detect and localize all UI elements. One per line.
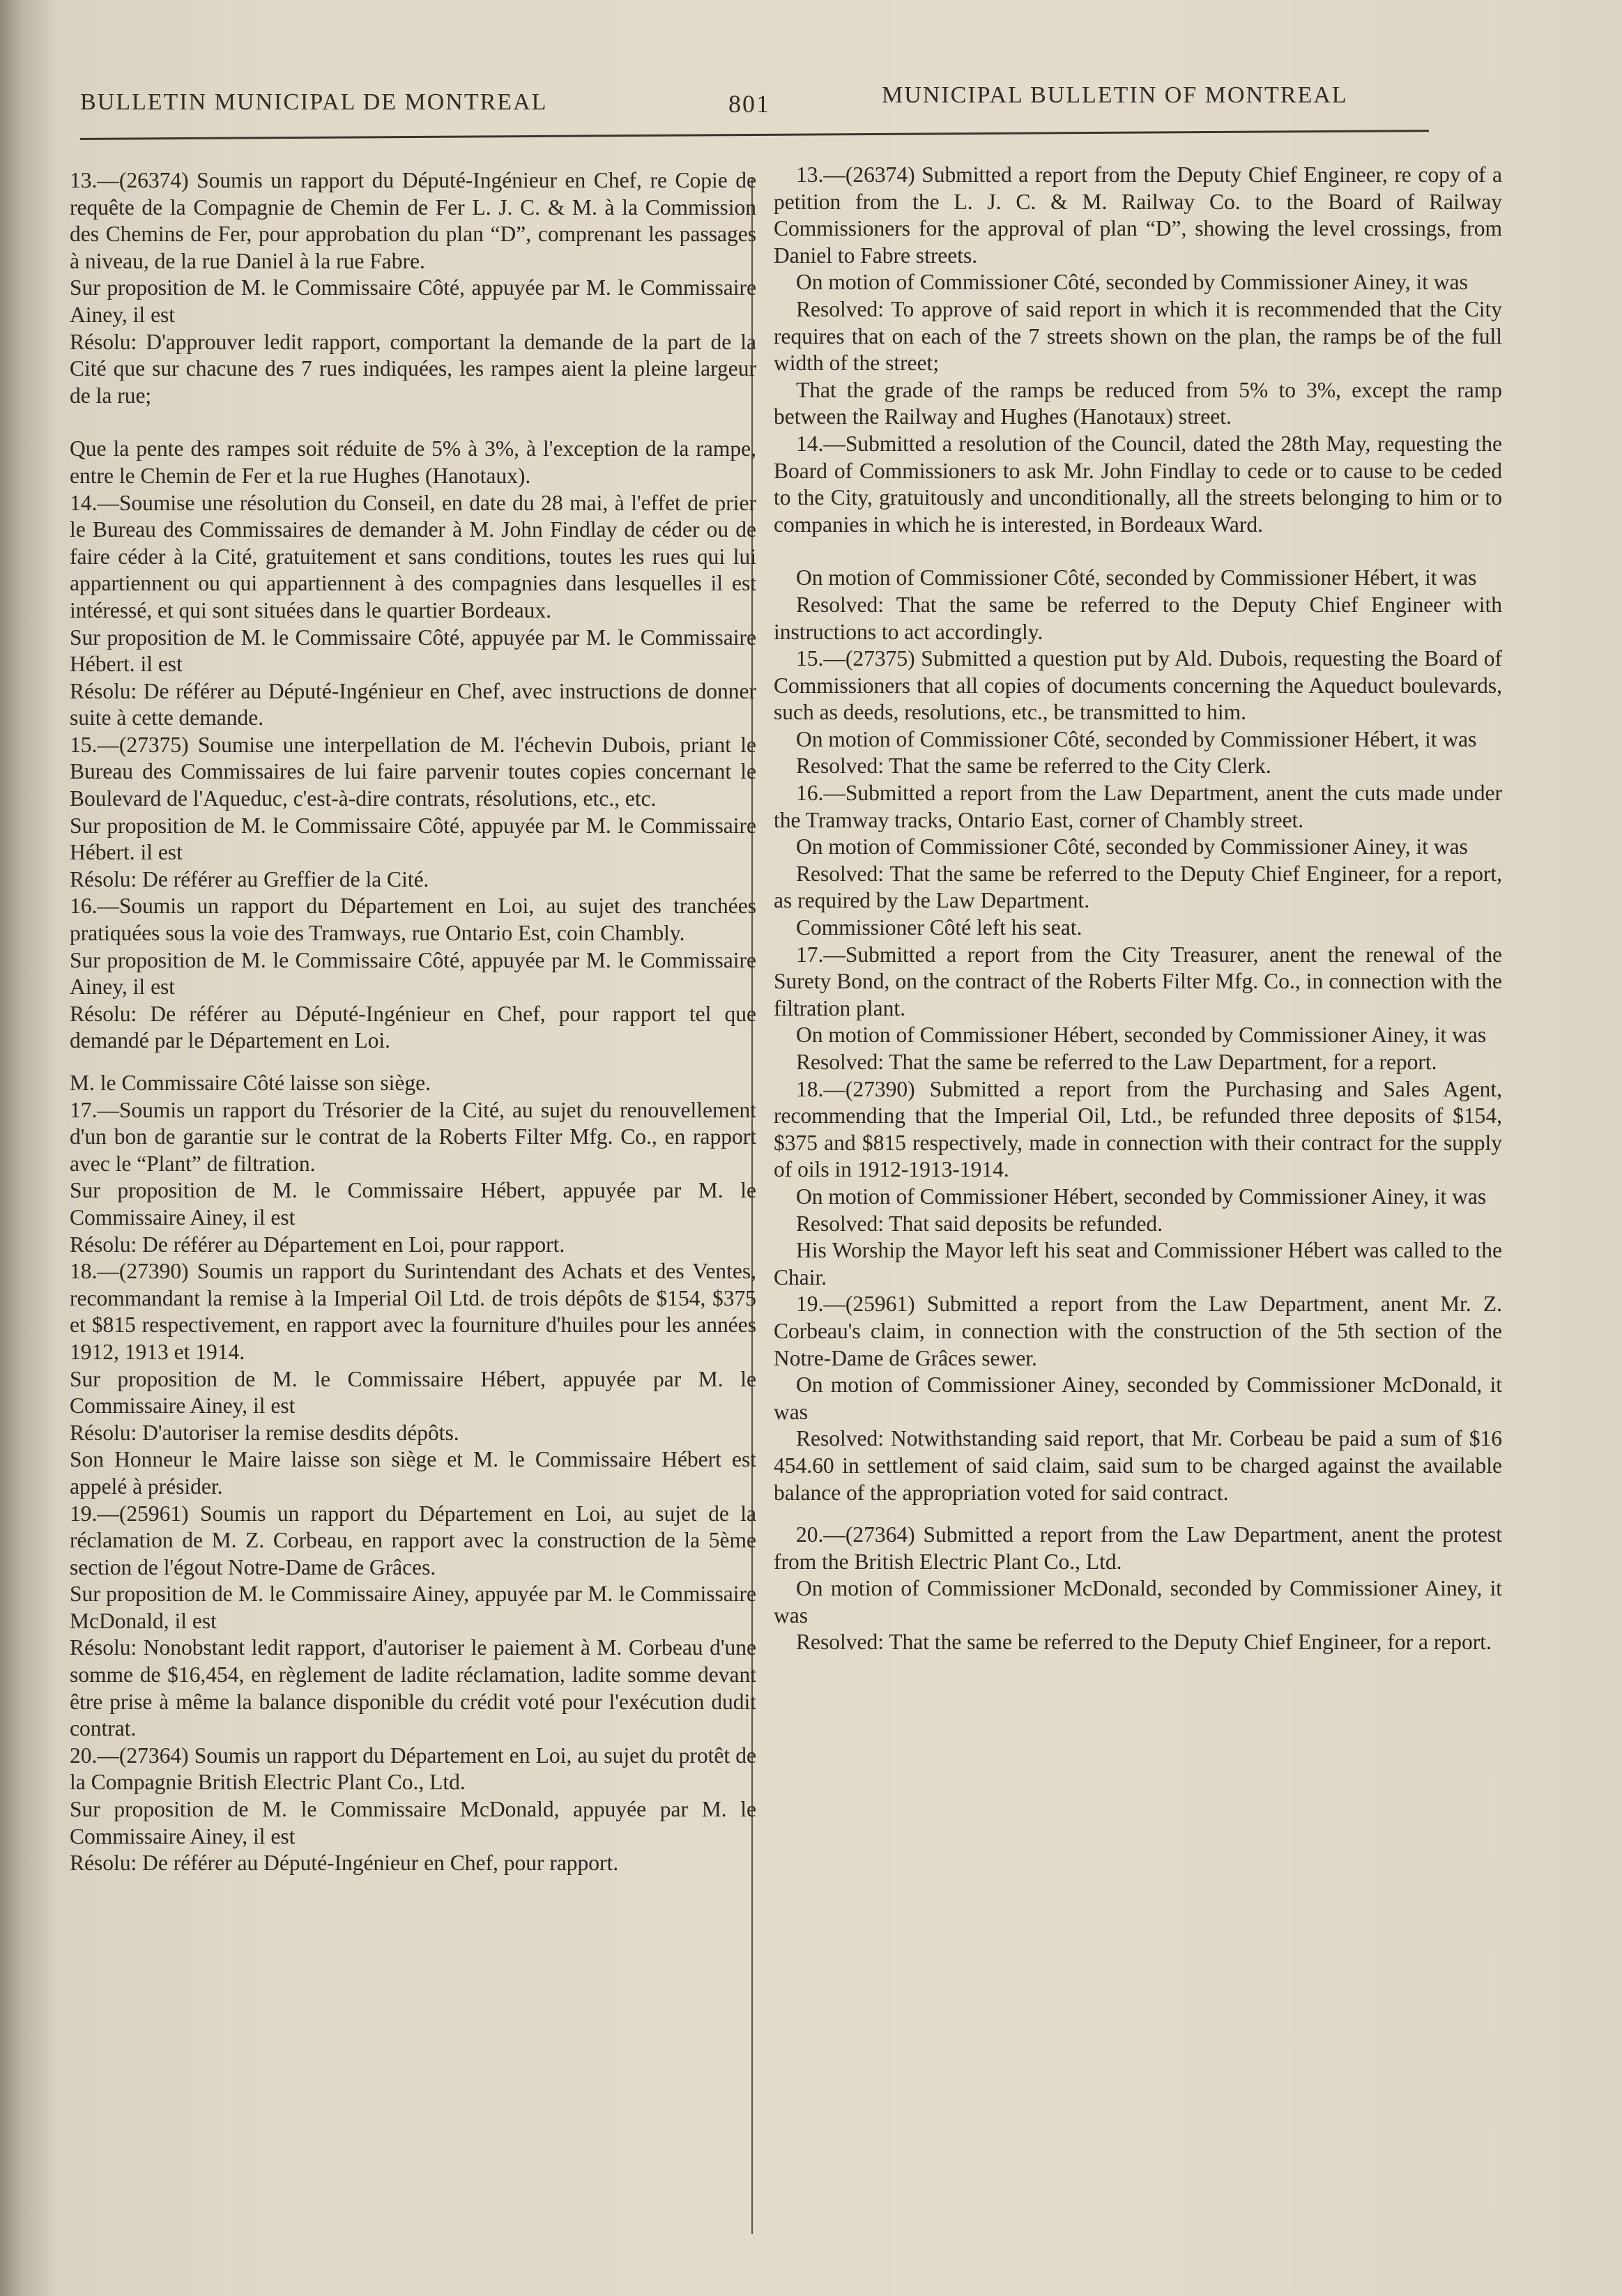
paragraph: 20.—(27364) Submitted a report from the Law Department, anent the protest from the British Electric Plant Co., Ltd. — [774, 1522, 1502, 1574]
paragraph: 13.—(26374) Soumis un rapport du Député-Ingénieur en Chef, re Copie de requête de la Compagnie de Chemin de Fer L. J. C. & M. à la Commission des Chemins de Fer, pour approbation du plan “D”, comprenant les passages à niveau, de la rue Daniel à la rue Fabre. — [70, 168, 756, 273]
paragraph: Sur proposition de M. le Commissaire Côté, appuyée par M. le Commissaire Ainey, il est — [70, 947, 756, 1000]
paragraph: Commissioner Côté left his seat. — [796, 915, 1082, 940]
paragraph: Sur proposition de M. le Commissaire Côté, appuyée par M. le Commissaire Hébert. il est — [70, 625, 756, 677]
paragraph: Resolved: Notwithstanding said report, that Mr. Corbeau be paid a sum of $16 454.60 in settlement of said claim, said sum to be charged against the available balance of the appropriation voted for said contract. — [774, 1426, 1502, 1505]
paragraph: 14.—Submitted a resolution of the Council, dated the 28th May, requesting the Board of Commissioners to ask Mr. John Findlay to cede or to cause to be ceded to the City, gratuitously and unconditionally, all the streets belonging to him or to companies in which he is interested, in Bordeaux Ward. — [774, 431, 1502, 537]
page-number: 801 — [728, 90, 770, 118]
paragraph: 18.—(27390) Soumis un rapport du Surintendant des Achats et des Ventes, recommandant la remise à la Imperial Oil Ltd. de trois dépôts de $154, $375 et $815 respectivement, en rapport avec la fourniture d'huiles pour les années 1912, 1913 et 1914. — [70, 1259, 756, 1364]
paragraph: 15.—(27375) Submitted a question put by Ald. Dubois, requesting the Board of Commissioners that all copies of documents concerning the Aqueduct boulevards, such as deeds, resolutions, etc., be transmitted to him. — [774, 646, 1502, 725]
paragraph: Resolved: That the same be referred to the Deputy Chief Engineer, for a report. — [796, 1630, 1492, 1655]
paragraph: Resolved: To approve of said report in which it is recommended that the City requires that on each of the 7 streets shown on the plan, the ramps be of the full width of the street; — [774, 296, 1502, 376]
paragraph: Que la pente des rampes soit réduite de 5% à 3%, à l'exception de la rampe, entre le Chemin de Fer et la rue Hughes (Hanotaux). — [70, 436, 756, 488]
paragraph: 18.—(27390) Submitted a report from the Purchasing and Sales Agent, recommending that the Imperial Oil, Ltd., be refunded three deposits of $154, $375 and $815 respectively, made in connection with their contract for the supply of oils in 1912-1913-1914. — [774, 1076, 1502, 1182]
paragraph: Résolu: De référer au Greffier de la Cité. — [70, 866, 429, 891]
paragraph: 19.—(25961) Submitted a report from the Law Department, anent Mr. Z. Corbeau's claim, in connection with the construction of the 5th section of the Notre-Dame de Grâces sewer. — [774, 1292, 1502, 1370]
paragraph: 15.—(27375) Soumise une interpellation de M. l'échevin Dubois, priant le Bureau des Commissaires de lui faire parvenir toutes copies concernant le Boulevard de l'Aqueduc, c'est-à-dire contrats, résolutions, etc., etc. — [70, 732, 756, 811]
paragraph: Résolu: De référer au Député-Ingénieur en Chef, pour rapport. — [70, 1851, 619, 1876]
paragraph: On motion of Commissioner Côté, seconded by Commissioner Ainey, it was — [796, 270, 1468, 295]
paragraph: M. le Commissaire Côté laisse son siège. — [70, 1071, 431, 1095]
header-english-title: MUNICIPAL BULLETIN OF MONTREAL — [882, 82, 1348, 108]
paragraph: Résolu: D'autoriser la remise desdits dépôts. — [70, 1420, 459, 1445]
paragraph: Sur proposition de M. le Commissaire Côté, appuyée par M. le Commissaire Hébert. il est — [70, 813, 756, 865]
paragraph: 17.—Submitted a report from the City Treasurer, anent the renewal of the Surety Bond, on the contract of the Roberts Filter Mfg. Co., in connection with the filtration plant. — [774, 942, 1502, 1020]
paragraph: 16.—Submitted a report from the Law Department, anent the cuts made under the Tramway tracks, Ontario East, corner of Chambly street. — [774, 781, 1502, 832]
paragraph: 20.—(27364) Soumis un rapport du Département en Loi, au sujet du protêt de la Compagnie British Electric Plant Co., Ltd. — [70, 1743, 756, 1795]
paragraph: Resolved: That the same be referred to the Law Department, for a report. — [796, 1050, 1437, 1074]
french-column — [70, 167, 756, 1877]
paragraph: Sur proposition de M. le Commissaire McDonald, appuyée par M. le Commissaire Ainey, il est — [70, 1797, 756, 1849]
paragraph: Sur proposition de M. le Commissaire Ainey, appuyée par M. le Commissaire McDonald, il est — [70, 1582, 756, 1633]
paragraph: 13.—(26374) Submitted a report from the Deputy Chief Engineer, re copy of a petition from the L. J. C. & M. Railway Co. to the Board of Railway Commissioners for the approval of plan “D”, showing the level crossings, from Daniel to Fabre streets. — [774, 162, 1502, 268]
paragraph: On motion of Commissioner Côté, seconded by Commissioner Ainey, it was — [796, 834, 1468, 859]
header-rule — [80, 130, 1429, 140]
paragraph: 14.—Soumise une résolution du Conseil, en date du 28 mai, à l'effet de prier le Bureau des Commissaires de demander à M. John Findlay de céder ou de faire céder à la Cité, gratuitement et sans conditions, toutes les rues qui lui appartiennent ou qui appartiennent à des compagnies dans lesquelles il est intéressé, et qui sont situées dans le quartier Bordeaux. — [70, 490, 756, 622]
paragraph: Résolu: De référer au Département en Loi, pour rapport. — [70, 1232, 565, 1257]
english-column — [774, 162, 1502, 1656]
paragraph: Resolved: That the same be referred to the Deputy Chief Engineer, for a report, as required by the Law Department. — [774, 861, 1502, 913]
paragraph: Sur proposition de M. le Commissaire Côté, appuyée par M. le Commissaire Ainey, il est — [70, 275, 756, 327]
page-header — [80, 82, 1425, 124]
paragraph: 19.—(25961) Soumis un rapport du Département en Loi, au sujet de la réclamation de M. Z. Corbeau, en rapport avec la construction de la 5ème section de l'égout Notre-Dame de Grâces. — [70, 1501, 756, 1579]
paragraph: Sur proposition de M. le Commissaire Hébert, appuyée par M. le Commissaire Ainey, il est — [70, 1366, 756, 1418]
paragraph: On motion of Commissioner Hébert, seconded by Commissioner Ainey, it was — [796, 1023, 1487, 1048]
paragraph: 16.—Soumis un rapport du Département en Loi, au sujet des tranchées pratiquées sous la voie des Tramways, rue Ontario Est, coin Chambly. — [70, 894, 756, 946]
paragraph: On motion of Commissioner Hébert, seconded by Commissioner Ainey, it was — [796, 1184, 1487, 1209]
paragraph: 17.—Soumis un rapport du Trésorier de la Cité, au sujet du renouvellement d'un bon de garantie sur le contrat de la Roberts Filter Mfg. Co., en rapport avec le “Plant” de filtration. — [70, 1097, 756, 1176]
paragraph: His Worship the Mayor left his seat and Commissioner Hébert was called to the Chair. — [774, 1238, 1502, 1289]
paragraph: Résolu: Nonobstant ledit rapport, d'autoriser le paiement à M. Corbeau d'une somme de $16,454, en règlement de ladite réclamation, ladite somme devant être prise à même la balance disponible du crédit voté pour l'exécution dudit contrat. — [70, 1635, 756, 1741]
paragraph: On motion of Commissioner Ainey, seconded by Commissioner McDonald, it was — [774, 1372, 1502, 1424]
paragraph: Resolved: That the same be referred to the Deputy Chief Engineer with instructions to act accordingly. — [774, 592, 1502, 644]
paragraph: On motion of Commissioner Côté, seconded by Commissioner Hébert, it was — [796, 565, 1477, 590]
paragraph: Son Honneur le Maire laisse son siège et M. le Commissaire Hébert est appelé à présider. — [70, 1447, 756, 1499]
paragraph: Résolu: D'approuver ledit rapport, comportant la demande de la part de la Cité que sur chacune des 7 rues indiquées, les rampes aient la pleine largeur de la rue; — [70, 329, 756, 408]
paragraph: Resolved: That said deposits be refunded. — [796, 1211, 1163, 1236]
paragraph: Resolved: That the same be referred to the City Clerk. — [796, 753, 1271, 779]
paragraph: Résolu: De référer au Député-Ingénieur en Chef, avec instructions de donner suite à cette demande. — [70, 678, 756, 730]
paragraph: That the grade of the ramps be reduced from 5% to 3%, except the ramp between the Railway and Hughes (Hanotaux) street. — [774, 377, 1502, 429]
header-french-title: BULLETIN MUNICIPAL DE MONTREAL — [80, 89, 548, 115]
paragraph: On motion of Commissioner Côté, seconded by Commissioner Hébert, it was — [796, 726, 1477, 751]
paragraph: On motion of Commissioner McDonald, seconded by Commissioner Ainey, it was — [774, 1576, 1502, 1628]
paragraph: Résolu: De référer au Député-Ingénieur en Chef, pour rapport tel que demandé par le Département en Loi. — [70, 1001, 756, 1053]
paragraph: Sur proposition de M. le Commissaire Hébert, appuyée par M. le Commissaire Ainey, il est — [70, 1178, 756, 1230]
